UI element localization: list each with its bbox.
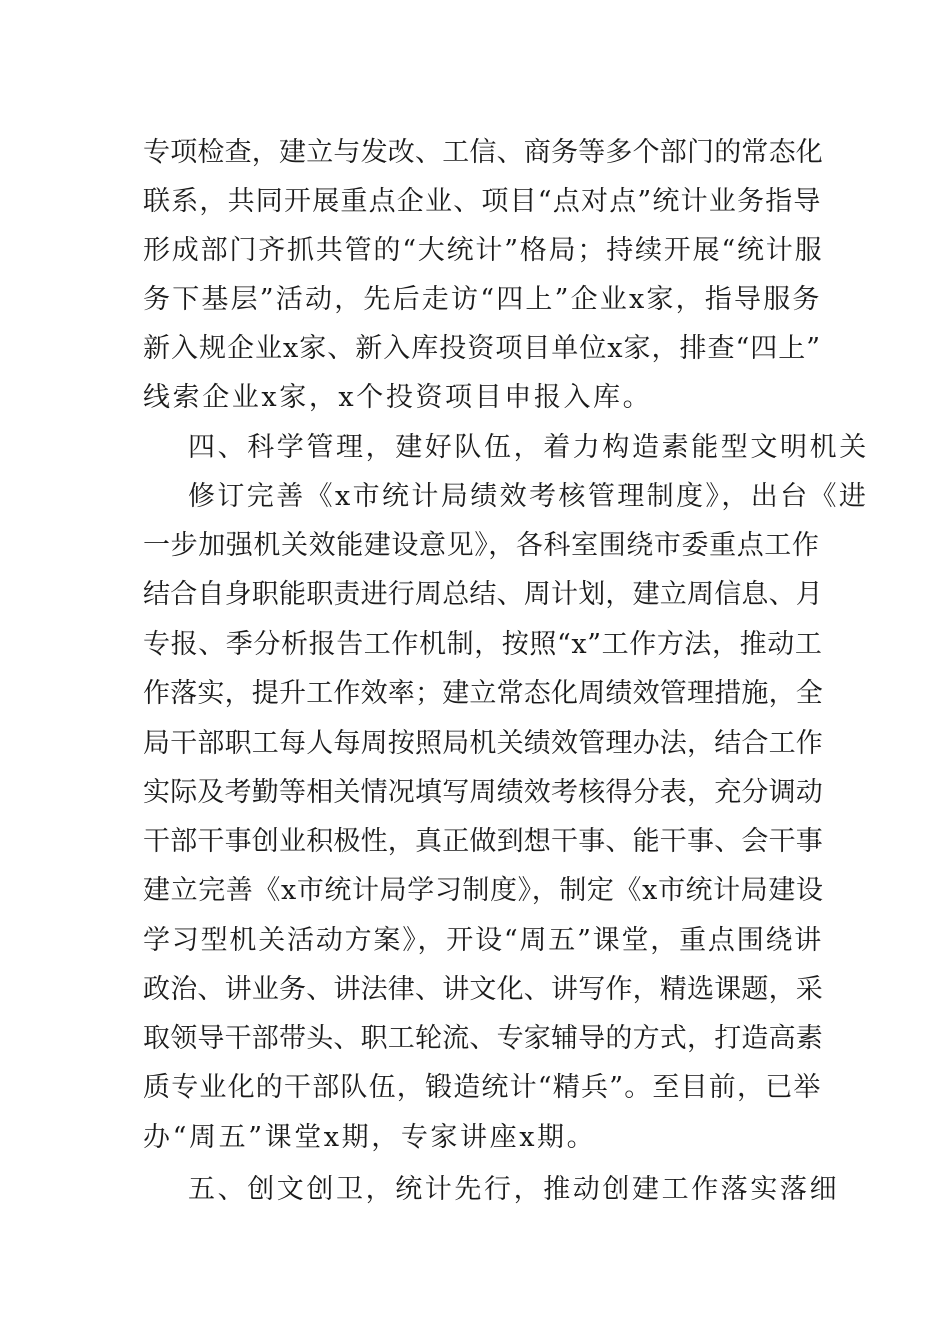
text-line-10: 结合自身职能职责进行周总结、周计划，建立周信息、月 — [143, 579, 823, 610]
text-line-18: 政治、讲业务、讲法律、讲文化、讲写作，精选课题，采 — [143, 974, 823, 1005]
text-line-5: 新入规企业x家、新入库投资项目单位x家，排查“四上” — [143, 333, 822, 364]
text-line-17: 学习型机关活动方案》，开设“周五”课堂，重点围绕讲 — [143, 925, 824, 956]
section-heading-4: 四、科学管理，建好队伍，着力构造素能型文明机关 — [188, 432, 869, 463]
text-line-21: 办“周五”课堂x期，专家讲座x期。 — [143, 1122, 597, 1153]
text-line-15: 干部干事创业积极性，真正做到想干事、能干事、会干事 — [143, 826, 823, 857]
text-line-12: 作落实，提升工作效率；建立常态化周绩效管理措施，全 — [143, 678, 823, 709]
text-line-1: 专项检查，建立与发改、工信、商务等多个部门的常态化 — [143, 137, 823, 168]
section-heading-5: 五、创文创卫，统计先行，推动创建工作落实落细 — [188, 1174, 840, 1205]
text-line-9: 一步加强机关效能建设意见》，各科室围绕市委重点工作 — [143, 530, 820, 561]
text-line-14: 实际及考勤等相关情况填写周绩效考核得分表，充分调动 — [143, 777, 823, 808]
text-line-6: 线索企业x家，x个投资项目申报入库。 — [143, 382, 653, 413]
text-line-19: 取领导干部带头、职工轮流、专家辅导的方式，打造高素 — [143, 1023, 823, 1054]
text-line-8: 修订完善《x市统计局绩效考核管理制度》，出台《进 — [188, 481, 869, 512]
text-line-3: 形成部门齐抓共管的“大统计”格局；持续开展“统计服 — [143, 235, 824, 266]
text-line-13: 局干部职工每人每周按照局机关绩效管理办法，结合工作 — [143, 728, 823, 759]
text-line-20: 质专业化的干部队伍，锻造统计“精兵”。至目前，已举 — [143, 1072, 822, 1103]
text-line-11: 专报、季分析报告工作机制，按照“x”工作方法，推动工 — [143, 629, 823, 660]
text-line-16: 建立完善《x市统计局学习制度》，制定《x市统计局建设 — [143, 875, 824, 906]
text-line-2: 联系，共同开展重点企业、项目“点对点”统计业务指导 — [143, 186, 822, 217]
text-line-4: 务下基层”活动，先后走访“四上”企业x家，指导服务 — [143, 284, 822, 315]
